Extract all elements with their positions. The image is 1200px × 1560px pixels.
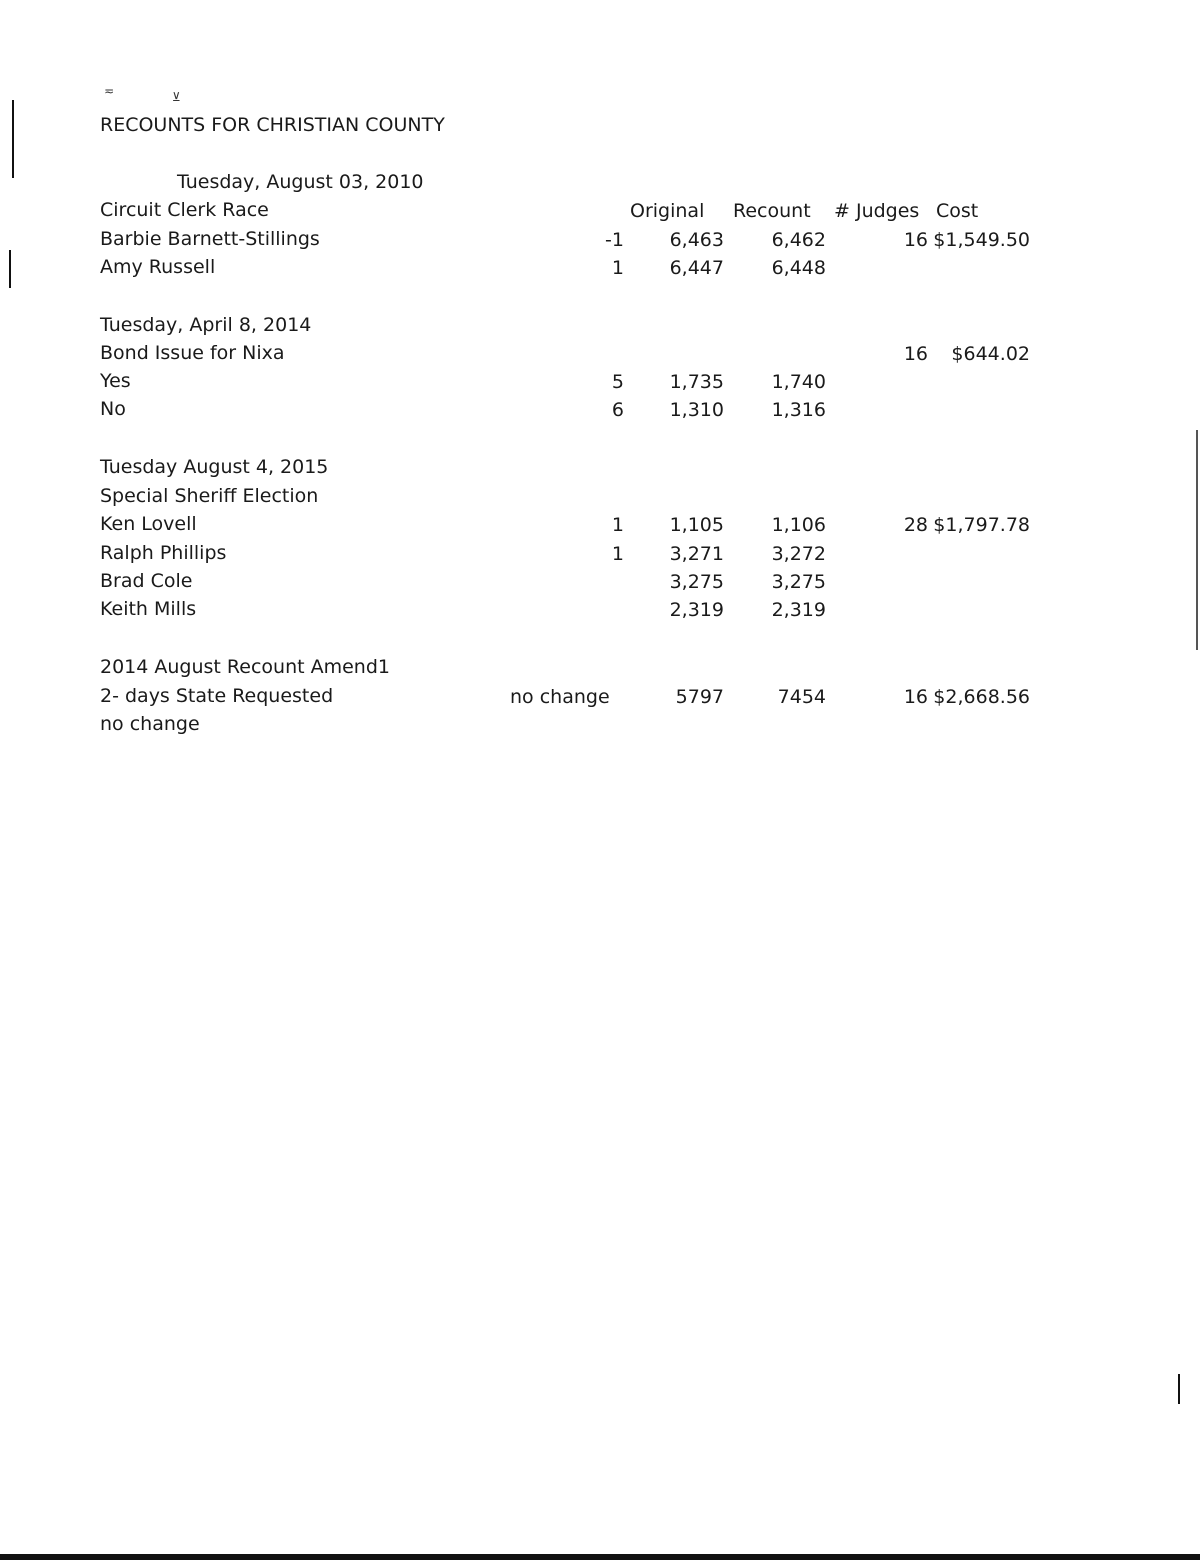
- section-race: Circuit Clerk Race: [100, 199, 269, 221]
- scan-mark-left-mid: [9, 250, 11, 288]
- row-diff: 6: [611, 399, 624, 421]
- scan-mark-left-top: [12, 100, 14, 178]
- row-name: Keith Mills: [100, 598, 197, 620]
- row-cost: $1,797.78: [933, 514, 1030, 536]
- section-footer-note: no change: [100, 713, 200, 735]
- row-recount: 2,319: [771, 599, 826, 621]
- header-judges: # Judges: [834, 200, 920, 222]
- row-judges: 16: [903, 343, 928, 365]
- row-original: 1,105: [669, 514, 724, 536]
- row-original: 2,319: [669, 599, 724, 621]
- row-judges: 16: [903, 686, 928, 708]
- row-original: 6,447: [669, 257, 724, 279]
- document-title: RECOUNTS FOR CHRISTIAN COUNTY: [100, 114, 445, 136]
- row-diff: -1: [605, 229, 624, 251]
- row-diff: 1: [611, 514, 624, 536]
- scan-mark-right-bottom: [1178, 1374, 1180, 1404]
- section-date: Tuesday, April 8, 2014: [100, 314, 312, 336]
- row-original: 1,310: [669, 399, 724, 421]
- scan-speck-2: ⊻: [172, 90, 181, 104]
- header-recount: Recount: [733, 200, 811, 222]
- row-name: Yes: [100, 370, 131, 392]
- scan-speck-1: ≂: [104, 84, 115, 98]
- row-note: no change: [510, 686, 610, 708]
- row-name: Amy Russell: [100, 256, 216, 278]
- row-recount: 3,275: [771, 571, 826, 593]
- row-diff: 1: [611, 543, 624, 565]
- scan-bottom-edge: [0, 1554, 1200, 1560]
- row-original: 3,275: [669, 571, 724, 593]
- row-recount: 1,740: [771, 371, 826, 393]
- row-diff: 1: [611, 257, 624, 279]
- row-name: Ken Lovell: [100, 513, 197, 535]
- row-name: Barbie Barnett-Stillings: [100, 228, 320, 250]
- header-original: Original: [630, 200, 705, 222]
- header-cost: Cost: [936, 200, 979, 222]
- section-race: Bond Issue for Nixa: [100, 342, 285, 364]
- row-name: Brad Cole: [100, 570, 193, 592]
- section-race: 2014 August Recount Amend1: [100, 656, 390, 678]
- row-name: 2- days State Requested: [100, 685, 334, 707]
- row-recount: 1,316: [771, 399, 826, 421]
- row-name: No: [100, 398, 126, 420]
- row-judges: 16: [903, 229, 928, 251]
- row-cost: $1,549.50: [933, 229, 1030, 251]
- row-recount: 6,448: [771, 257, 826, 279]
- row-cost: $2,668.56: [933, 686, 1030, 708]
- row-original: 5797: [675, 686, 724, 708]
- row-recount: 1,106: [771, 514, 826, 536]
- row-recount: 6,462: [771, 229, 826, 251]
- row-recount: 7454: [777, 686, 826, 708]
- scan-mark-right: [1196, 430, 1198, 650]
- row-judges: 28: [903, 514, 928, 536]
- section-date: Tuesday August 4, 2015: [100, 456, 329, 478]
- row-name: Ralph Phillips: [100, 542, 227, 564]
- row-cost: $644.02: [951, 343, 1030, 365]
- section-race: Special Sheriff Election: [100, 485, 319, 507]
- row-diff: 5: [611, 371, 624, 393]
- row-original: 1,735: [669, 371, 724, 393]
- row-original: 6,463: [669, 229, 724, 251]
- section-date: Tuesday, August 03, 2010: [177, 171, 424, 193]
- row-recount: 3,272: [771, 543, 826, 565]
- row-original: 3,271: [669, 543, 724, 565]
